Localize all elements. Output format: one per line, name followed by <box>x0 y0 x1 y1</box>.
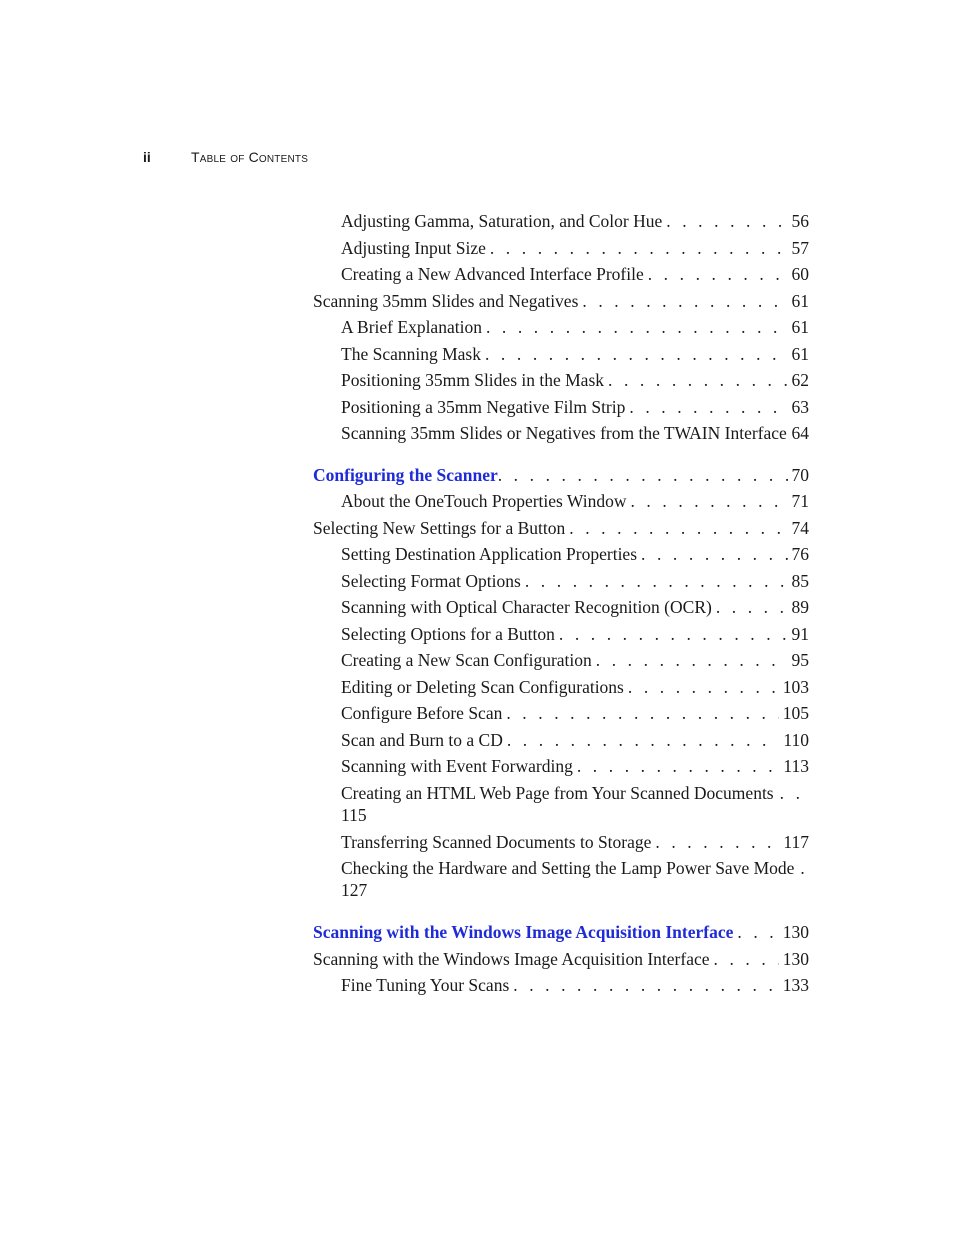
toc-entry-page: 60 <box>791 264 809 284</box>
toc-entry[interactable] <box>313 541 809 568</box>
toc-entry[interactable] <box>313 621 809 648</box>
toc-entry[interactable] <box>313 972 809 999</box>
toc-entry[interactable] <box>313 674 809 701</box>
toc-entry-label: Positioning a 35mm Negative Film Strip <box>341 396 626 417</box>
toc-entry-label: Scanning with Optical Character Recognition (OCR) <box>341 597 712 617</box>
toc-entry[interactable] <box>313 829 809 856</box>
toc-entry[interactable] <box>313 420 809 447</box>
dot-leader <box>596 647 788 674</box>
toc-entry-label: Scanning with the Windows Image Acquisition Interface <box>313 948 710 969</box>
toc-entry-page: 127 <box>341 880 368 900</box>
dot-leader <box>666 208 787 235</box>
toc-entry[interactable] <box>313 780 809 829</box>
toc-entry[interactable] <box>313 753 809 780</box>
toc-entry-label: Creating an HTML Web Page from Your Scanned Documents <box>341 782 774 803</box>
toc-entry-label: Selecting Options for a Button <box>341 623 555 644</box>
toc-entry[interactable] <box>313 314 809 341</box>
toc-entry-label: Transferring Scanned Documents to Storage <box>341 831 652 852</box>
toc-entry-label: Creating a New Scan Configuration <box>341 650 592 670</box>
toc-entry-page: 61 <box>791 317 809 337</box>
dot-leader <box>559 621 788 648</box>
toc-entry-page: 57 <box>791 237 809 258</box>
toc-entry-page: 133 <box>782 975 809 995</box>
toc-entry-page: 130 <box>782 948 809 969</box>
toc-entry-label: Scanning with the Windows Image Acquisition Interface <box>313 922 734 942</box>
toc-entry-page: 74 <box>791 517 809 538</box>
dot-leader <box>486 314 788 341</box>
toc-entry-label: Adjusting Gamma, Saturation, and Color Hue <box>341 211 663 231</box>
dot-leader <box>525 568 788 595</box>
dot-leader <box>630 488 787 515</box>
toc-entry-label: Scanning with Event Forwarding <box>341 756 573 776</box>
dot-leader <box>577 753 780 780</box>
toc-entry-page: 91 <box>791 623 809 644</box>
page-number: ii <box>143 149 151 165</box>
dot-leader <box>780 782 805 804</box>
dot-leader <box>737 919 778 946</box>
table-of-contents <box>313 208 809 999</box>
toc-entry[interactable] <box>313 946 809 973</box>
toc-entry-page: 76 <box>791 544 809 564</box>
toc-entry-page: 110 <box>783 729 809 750</box>
dot-leader <box>569 515 787 542</box>
toc-entry-label: Creating a New Advanced Interface Profile <box>341 264 644 284</box>
toc-entry-label: Setting Destination Application Properties <box>341 544 638 564</box>
toc-entry-page: 63 <box>791 396 809 417</box>
toc-entry[interactable] <box>313 367 809 394</box>
toc-entry-page: 71 <box>791 491 809 511</box>
toc-entry[interactable] <box>313 515 809 542</box>
toc-entry[interactable] <box>313 647 809 674</box>
toc-entry-page: 95 <box>791 650 809 670</box>
toc-entry-label: Positioning 35mm Slides in the Mask <box>341 370 605 390</box>
toc-entry[interactable] <box>313 700 809 727</box>
running-header <box>143 147 309 169</box>
toc-entry-label: About the OneTouch Properties Window <box>341 491 627 511</box>
toc-entry-page: 89 <box>791 597 809 617</box>
toc-entry-label: Adjusting Input Size <box>341 237 486 258</box>
toc-entry[interactable] <box>313 394 809 421</box>
toc-entry[interactable] <box>313 727 809 754</box>
toc-entry[interactable] <box>313 208 809 235</box>
dot-leader <box>628 674 779 701</box>
dot-leader <box>714 946 779 973</box>
dot-leader <box>800 857 805 879</box>
toc-section-heading[interactable] <box>313 462 809 489</box>
toc-entry[interactable] <box>313 288 809 315</box>
toc-entry-page: 61 <box>791 343 809 364</box>
dot-leader <box>716 594 788 621</box>
toc-entry-page: 70 <box>791 464 809 485</box>
toc-entry-page: 117 <box>783 831 809 852</box>
dot-leader <box>655 829 779 856</box>
toc-entry-page: 62 <box>791 370 809 390</box>
toc-entry-label: Fine Tuning Your Scans <box>341 975 510 995</box>
toc-entry[interactable] <box>313 855 809 904</box>
toc-entry[interactable] <box>313 488 809 515</box>
toc-entry-label: Selecting Format Options <box>341 570 521 591</box>
dot-leader <box>648 261 788 288</box>
dot-leader <box>490 235 788 262</box>
toc-entry-page: 130 <box>782 922 809 942</box>
toc-entry-label: The Scanning Mask <box>341 343 481 364</box>
toc-entry[interactable] <box>313 235 809 262</box>
toc-entry[interactable] <box>313 568 809 595</box>
toc-entry-label: Selecting New Settings for a Button <box>313 517 566 538</box>
toc-entry-page: 105 <box>782 703 809 723</box>
toc-entry-label: Scanning 35mm Slides or Negatives from the TWAIN Interface <box>341 423 787 443</box>
toc-entry[interactable] <box>313 341 809 368</box>
dot-leader <box>641 541 787 568</box>
dot-leader <box>498 462 788 489</box>
dot-leader <box>582 288 787 315</box>
toc-entry-page: 115 <box>341 804 367 825</box>
dot-leader <box>513 972 779 999</box>
toc-entry-page: 85 <box>791 570 809 591</box>
dot-leader <box>506 700 778 727</box>
running-title: Table of Contents <box>191 149 309 165</box>
dot-leader <box>485 341 788 368</box>
toc-entry[interactable] <box>313 594 809 621</box>
toc-entry-label: A Brief Explanation <box>341 317 482 337</box>
dot-leader <box>608 367 787 394</box>
toc-entry[interactable] <box>313 261 809 288</box>
toc-entry-label: Configure Before Scan <box>341 703 503 723</box>
toc-section-heading[interactable] <box>313 919 809 946</box>
toc-entry-page: 103 <box>782 676 809 697</box>
toc-entry-page: 61 <box>791 290 809 311</box>
toc-entry-label: Editing or Deleting Scan Configurations <box>341 676 624 697</box>
dot-leader <box>629 394 787 421</box>
toc-entry-label: Scanning 35mm Slides and Negatives <box>313 290 579 311</box>
toc-entry-label: Checking the Hardware and Setting the Lamp Power Save Mode <box>341 858 795 878</box>
toc-entry-label: Scan and Burn to a CD <box>341 729 503 750</box>
toc-entry-label: Configuring the Scanner <box>313 464 498 485</box>
dot-leader <box>507 727 780 754</box>
toc-entry-page: 56 <box>791 211 809 231</box>
toc-entry-page: 64 <box>791 423 809 443</box>
dot-leader <box>789 420 790 447</box>
toc-entry-page: 113 <box>783 756 809 776</box>
